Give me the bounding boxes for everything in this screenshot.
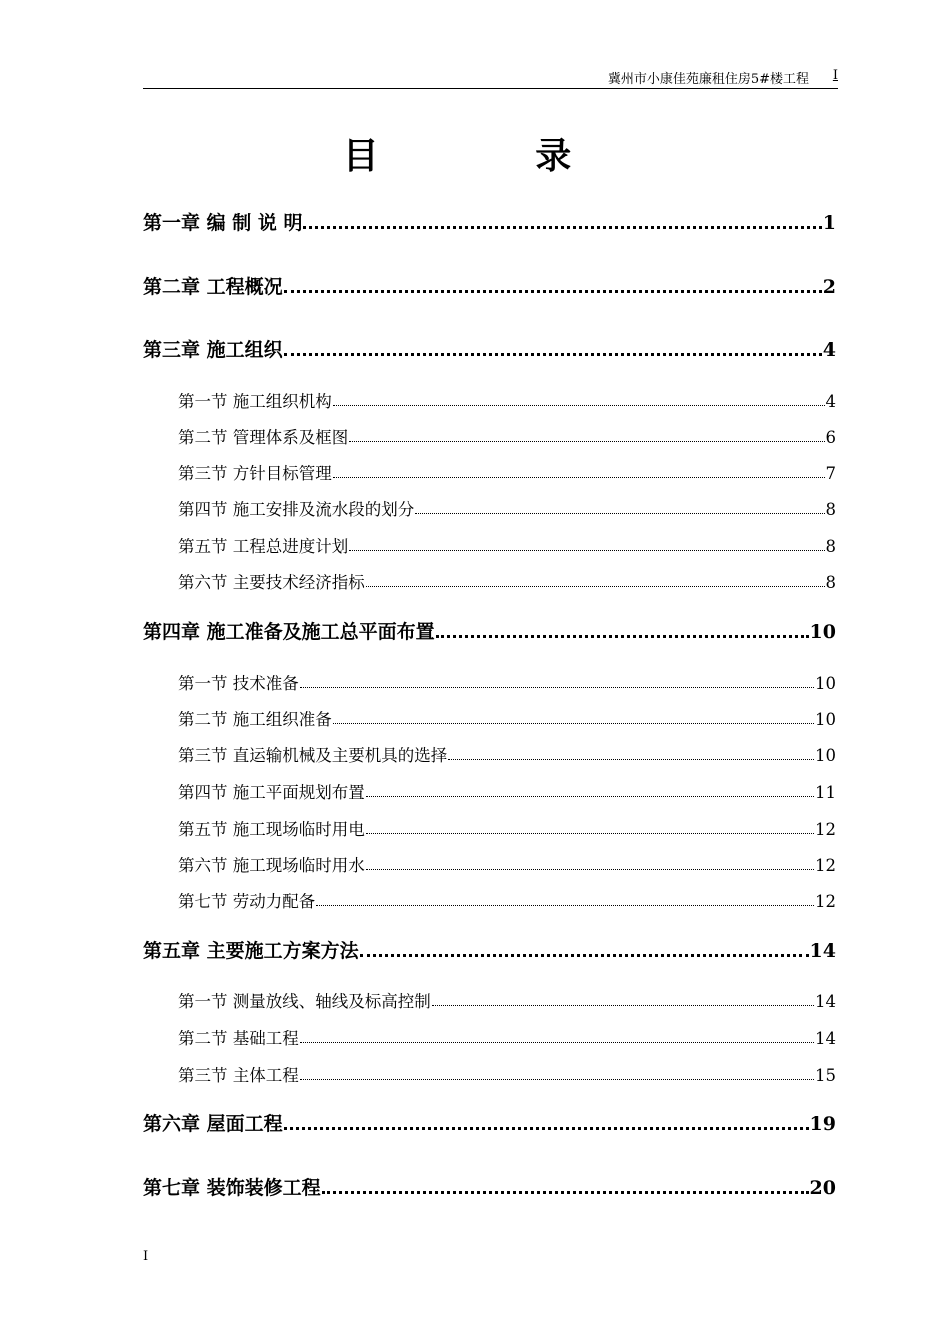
toc-leader-dots: [300, 687, 814, 688]
toc-entry-page-number: 8: [825, 500, 836, 519]
toc-leader-dots: [366, 869, 814, 870]
toc-entry-page-number: 10: [815, 674, 836, 693]
toc-leader-dots: [303, 226, 821, 229]
toc-section-entry[interactable]: [178, 988, 836, 1012]
toc-title: 目 录: [342, 136, 644, 177]
toc-leader-dots: [349, 441, 824, 442]
toc-entry-label: 第六章 屋面工程: [143, 1113, 283, 1135]
toc-entry-label: 第一节 测量放线、轴线及标高控制: [178, 992, 431, 1011]
footer-page-number: I: [143, 1249, 149, 1264]
toc-chapter-entry[interactable]: [143, 1109, 836, 1136]
toc-section-entry[interactable]: [178, 460, 836, 484]
toc-entry-page-number: 12: [815, 820, 836, 839]
toc-entry-page-number: 12: [815, 856, 836, 875]
toc-leader-dots: [284, 353, 822, 356]
toc-leader-dots: [322, 1191, 809, 1194]
toc-entry-page-number: 14: [815, 1029, 836, 1048]
toc-entry-page-number: 2: [822, 276, 836, 298]
toc-entry-label: 第七节 劳动力配备: [178, 892, 316, 911]
toc-section-entry[interactable]: [178, 742, 836, 766]
toc-section-entry[interactable]: [178, 670, 836, 694]
toc-entry-label: 第二章 工程概况: [143, 276, 283, 298]
toc-entry-page-number: 19: [809, 1113, 836, 1135]
toc-leader-dots: [316, 905, 814, 906]
toc-entry-label: 第五章 主要施工方案方法: [143, 940, 359, 962]
toc-leader-dots: [415, 513, 824, 514]
toc-leader-dots: [432, 1005, 814, 1006]
toc-chapter-entry[interactable]: [143, 208, 836, 235]
toc-entry-label: 第一章 编 制 说 明: [143, 212, 303, 234]
toc-entry-label: 第三节 直运输机械及主要机具的选择: [178, 746, 448, 765]
toc-entry-page-number: 1: [822, 212, 836, 234]
toc-entry-label: 第五节 工程总进度计划: [178, 537, 349, 556]
toc-chapter-entry[interactable]: [143, 272, 836, 299]
toc-entry-label: 第六节 施工现场临时用水: [178, 856, 365, 875]
toc-entry-label: 第一节 施工组织机构: [178, 392, 332, 411]
toc-section-entry[interactable]: [178, 888, 836, 912]
toc-entry-label: 第四节 施工平面规划布置: [178, 783, 365, 802]
toc-chapter-entry[interactable]: [143, 335, 836, 362]
toc-entry-page-number: 7: [825, 464, 836, 483]
toc-leader-dots: [284, 1127, 809, 1130]
toc-entry-label: 第三章 施工组织: [143, 339, 283, 361]
toc-entry-label: 第五节 施工现场临时用电: [178, 820, 365, 839]
toc-section-entry[interactable]: [178, 424, 836, 448]
header-title: 冀州市小康佳苑廉租住房5#楼工程: [607, 72, 809, 87]
toc-entry-page-number: 10: [815, 710, 836, 729]
toc-section-entry[interactable]: [178, 496, 836, 520]
toc-section-entry[interactable]: [178, 1025, 836, 1049]
toc-entry-page-number: 12: [815, 892, 836, 911]
toc-leader-dots: [366, 796, 814, 797]
toc-chapter-entry[interactable]: [143, 1173, 836, 1200]
toc-entry-label: 第六节 主要技术经济指标: [178, 573, 365, 592]
toc-entry-label: 第三节 主体工程: [178, 1066, 299, 1085]
toc-leader-dots: [300, 1079, 814, 1080]
toc-leader-dots: [436, 635, 809, 638]
toc-entry-page-number: 10: [815, 746, 836, 765]
toc-leader-dots: [284, 290, 822, 293]
toc-entry-page-number: 6: [825, 428, 836, 447]
toc-entry-page-number: 15: [815, 1066, 836, 1085]
toc-entry-page-number: 4: [822, 339, 836, 361]
toc-entry-page-number: 4: [825, 392, 836, 411]
toc-leader-dots: [333, 723, 814, 724]
toc-leader-dots: [349, 550, 824, 551]
toc-entry-label: 第七章 装饰装修工程: [143, 1177, 321, 1199]
toc-entry-label: 第二节 管理体系及框图: [178, 428, 349, 447]
toc-leader-dots: [366, 586, 825, 587]
toc-section-entry[interactable]: [178, 852, 836, 876]
toc-entry-label: 第三节 方针目标管理: [178, 464, 332, 483]
toc-entry-label: 第二节 施工组织准备: [178, 710, 332, 729]
toc-entry-page-number: 20: [809, 1177, 836, 1199]
toc-leader-dots: [448, 759, 814, 760]
toc-entry-page-number: 14: [815, 992, 836, 1011]
toc-entry-page-number: 14: [809, 940, 836, 962]
toc-chapter-entry[interactable]: [143, 617, 836, 644]
toc-leader-dots: [300, 1042, 814, 1043]
toc-entry-label: 第四节 施工安排及流水段的划分: [178, 500, 415, 519]
toc-section-entry[interactable]: [178, 779, 836, 803]
toc-section-entry[interactable]: [178, 816, 836, 840]
toc-entry-page-number: 8: [825, 573, 836, 592]
toc-chapter-entry[interactable]: [143, 936, 836, 963]
toc-section-entry[interactable]: [178, 533, 836, 557]
header-page-number: I: [832, 68, 838, 83]
toc-entry-page-number: 11: [815, 783, 836, 802]
toc-entry-page-number: 10: [809, 621, 836, 643]
toc-leader-dots: [333, 405, 825, 406]
toc-section-entry[interactable]: [178, 706, 836, 730]
toc-entry-label: 第一节 技术准备: [178, 674, 299, 693]
toc-section-entry[interactable]: [178, 388, 836, 412]
toc-leader-dots: [360, 954, 809, 957]
toc-leader-dots: [366, 833, 814, 834]
toc-entry-label: 第二节 基础工程: [178, 1029, 299, 1048]
toc-leader-dots: [333, 477, 825, 478]
toc-section-entry[interactable]: [178, 569, 836, 593]
toc-entry-label: 第四章 施工准备及施工总平面布置: [143, 621, 435, 643]
page-header: [143, 66, 838, 89]
toc-section-entry[interactable]: [178, 1062, 836, 1086]
toc-entry-page-number: 8: [825, 537, 836, 556]
